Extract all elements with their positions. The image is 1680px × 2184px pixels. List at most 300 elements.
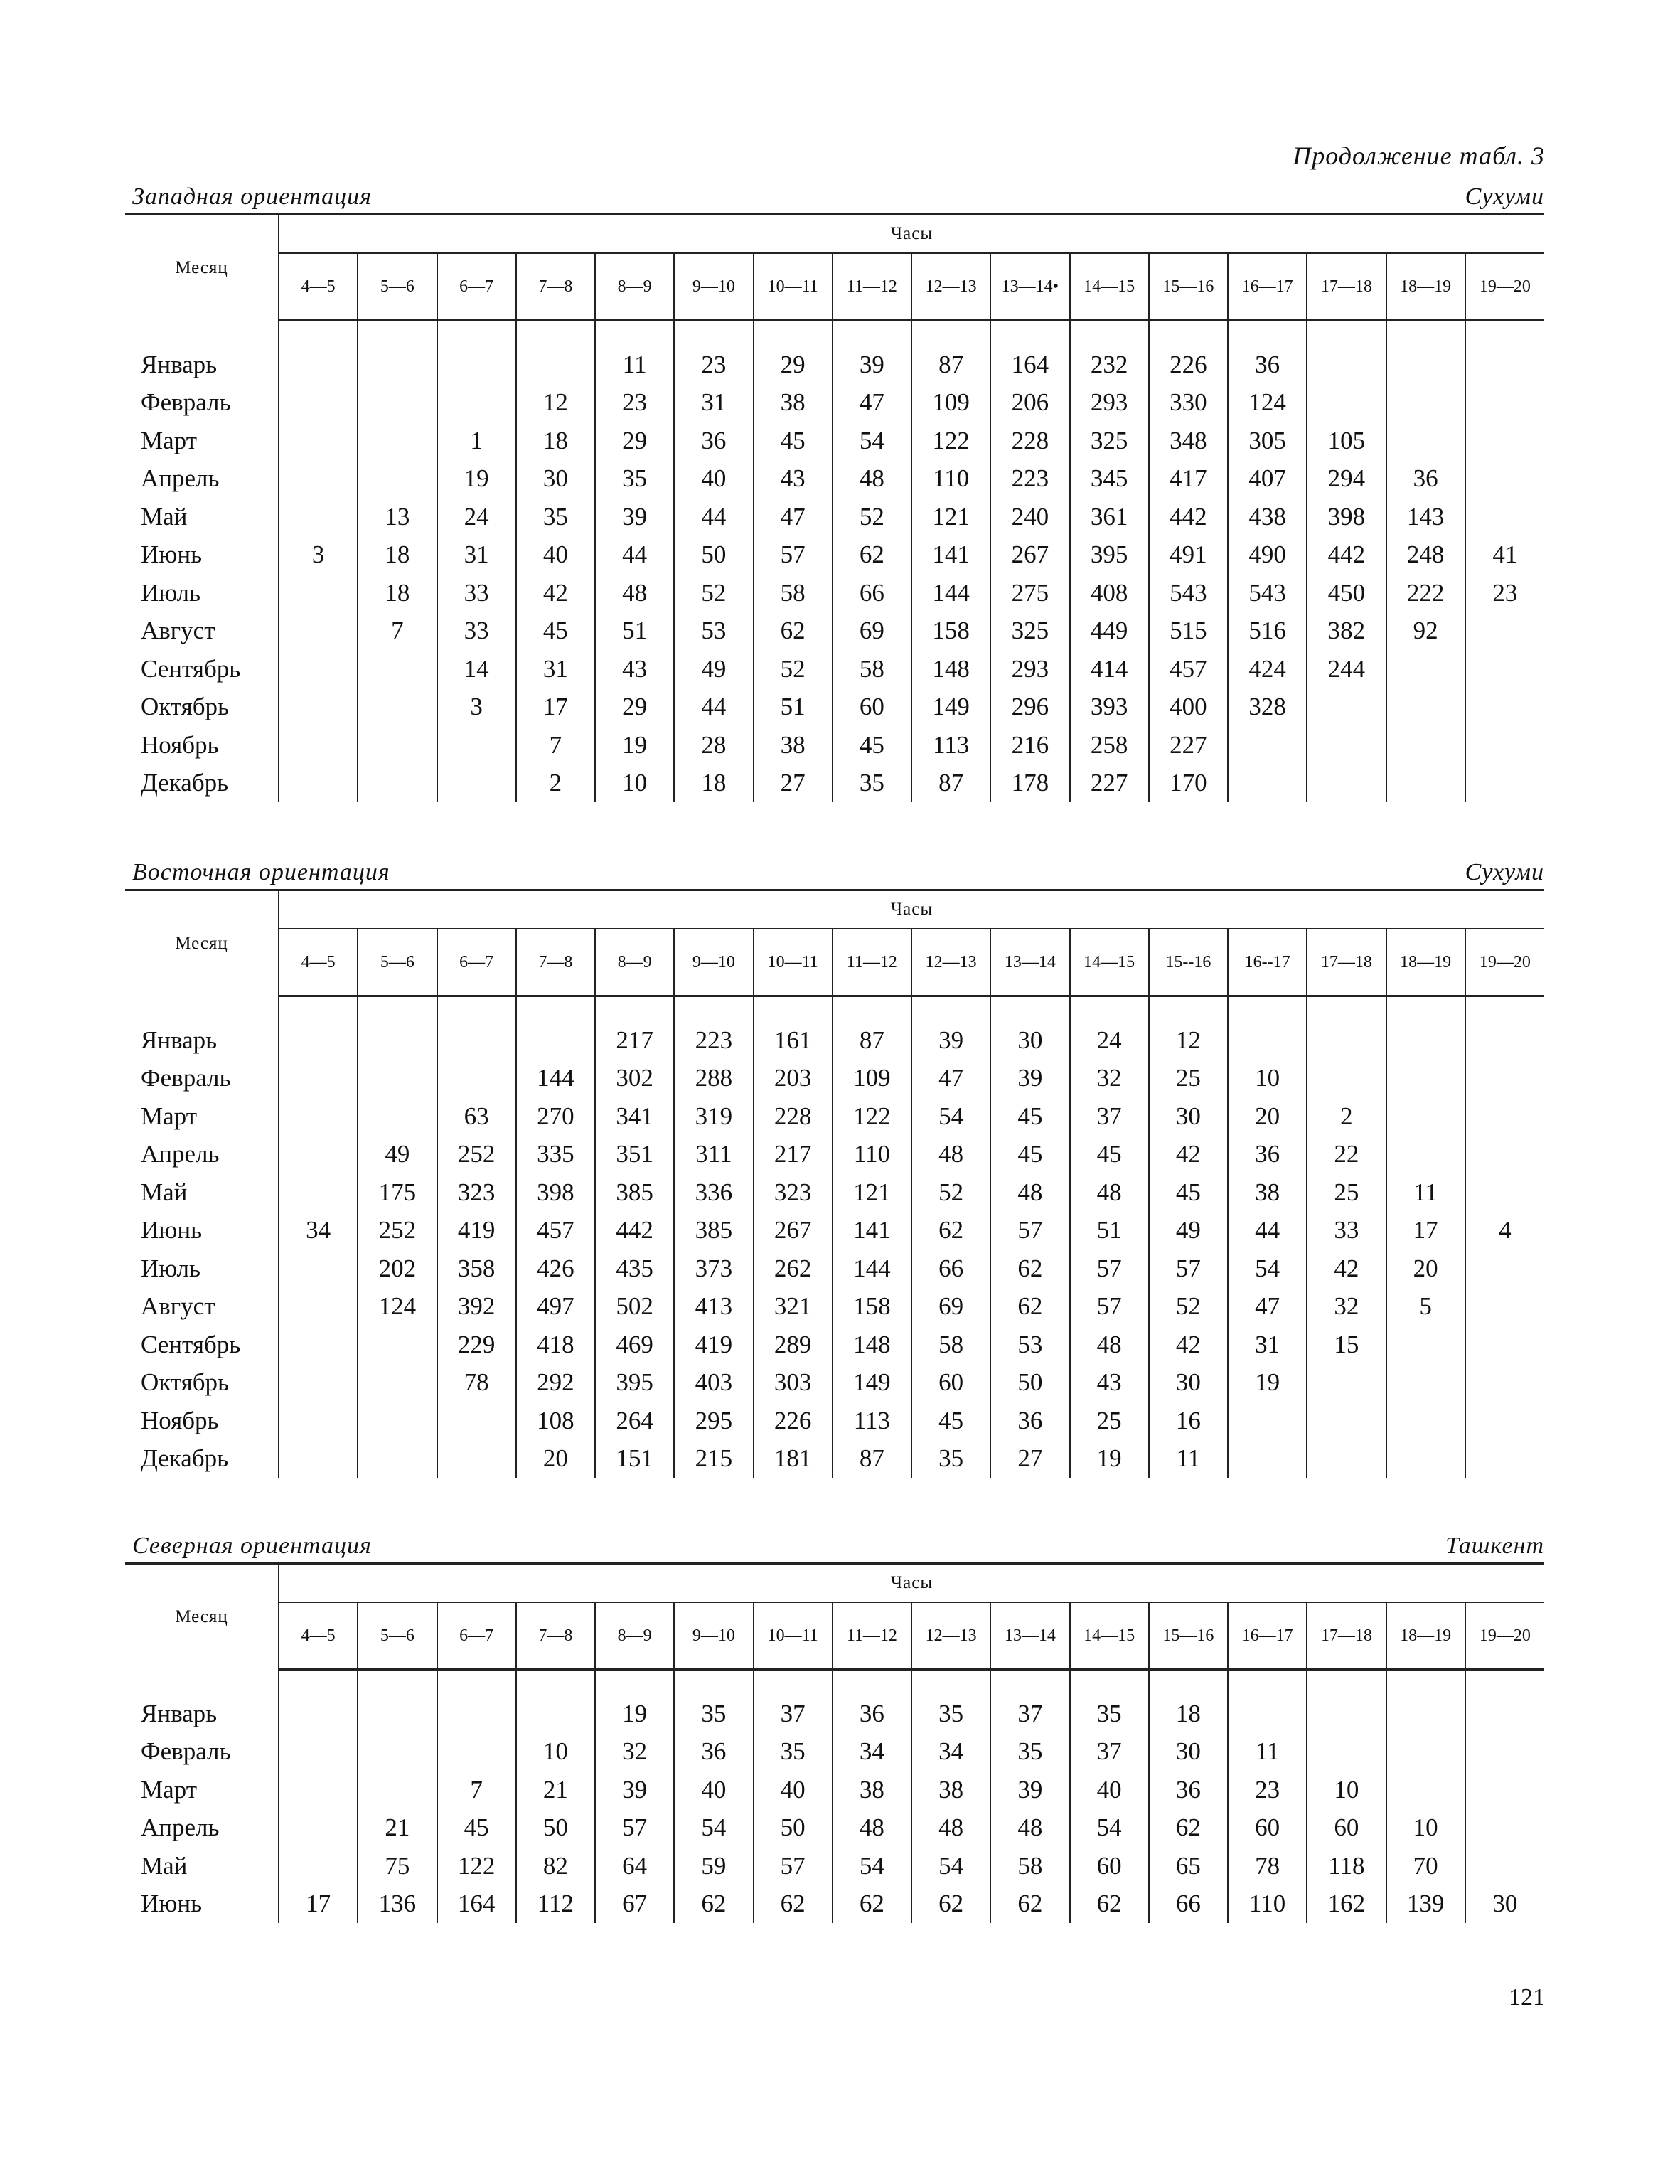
- value-cell: 82: [516, 1847, 595, 1885]
- value-cell: [1465, 384, 1544, 422]
- value-cell: 178: [990, 765, 1069, 803]
- value-cell: 14: [437, 650, 516, 688]
- value-cell: 62: [1070, 1885, 1149, 1924]
- value-cell: 144: [833, 1250, 911, 1288]
- value-cell: 5: [1386, 1288, 1465, 1326]
- value-cell: [516, 346, 595, 384]
- value-cell: 121: [911, 498, 990, 536]
- table-row: [125, 1733, 1544, 1772]
- insolation-table: [125, 889, 1544, 1478]
- value-cell: 161: [754, 1021, 833, 1060]
- value-cell: [279, 1440, 358, 1479]
- value-cell: [1465, 1809, 1544, 1848]
- value-cell: [1228, 765, 1307, 803]
- value-cell: 57: [1070, 1250, 1149, 1288]
- value-cell: [1386, 1695, 1465, 1733]
- value-cell: [358, 688, 437, 727]
- value-cell: 164: [437, 1885, 516, 1924]
- hour-range-header: 13—14: [990, 929, 1069, 996]
- table-row: [125, 1771, 1544, 1809]
- value-cell: [358, 726, 437, 765]
- value-cell: 222: [1386, 574, 1465, 612]
- value-cell: [358, 650, 437, 688]
- hour-range-header: 19—20: [1465, 1602, 1544, 1670]
- table-row: [125, 1847, 1544, 1885]
- table-row: [125, 1250, 1544, 1288]
- table-row: [125, 1885, 1544, 1924]
- table-row: [125, 1097, 1544, 1136]
- value-cell: 30: [1149, 1364, 1228, 1402]
- hour-range-header: 14—15: [1070, 1602, 1149, 1670]
- value-cell: [279, 1733, 358, 1772]
- value-cell: 19: [437, 460, 516, 499]
- value-cell: 51: [1070, 1212, 1149, 1250]
- insolation-table: [125, 1562, 1544, 1923]
- value-cell: 62: [990, 1885, 1069, 1924]
- value-cell: 417: [1149, 460, 1228, 499]
- hour-range-header: 19—20: [1465, 253, 1544, 321]
- month-cell: Декабрь: [125, 765, 279, 803]
- value-cell: 158: [833, 1288, 911, 1326]
- value-cell: 29: [754, 346, 833, 384]
- value-cell: 110: [833, 1136, 911, 1174]
- value-cell: 24: [437, 498, 516, 536]
- value-cell: 122: [437, 1847, 516, 1885]
- value-cell: 413: [674, 1288, 753, 1326]
- value-cell: 424: [1228, 650, 1307, 688]
- hours-column-header: Часы: [279, 890, 1544, 929]
- value-cell: [437, 1021, 516, 1060]
- value-cell: 361: [1070, 498, 1149, 536]
- value-cell: 491: [1149, 536, 1228, 575]
- value-cell: 45: [833, 726, 911, 765]
- value-cell: [437, 765, 516, 803]
- value-cell: 158: [911, 612, 990, 651]
- value-cell: 18: [516, 422, 595, 460]
- value-cell: 393: [1070, 688, 1149, 727]
- value-cell: 294: [1307, 460, 1386, 499]
- value-cell: 22: [1307, 1136, 1386, 1174]
- value-cell: 141: [911, 536, 990, 575]
- value-cell: 24: [1070, 1021, 1149, 1060]
- value-cell: 407: [1228, 460, 1307, 499]
- value-cell: 12: [1149, 1021, 1228, 1060]
- value-cell: 270: [516, 1097, 595, 1136]
- value-cell: 264: [595, 1402, 674, 1440]
- north-orientation-section: [125, 1525, 1544, 1923]
- hour-range-header: 19—20: [1465, 929, 1544, 996]
- value-cell: 10: [1307, 1771, 1386, 1809]
- value-cell: [358, 384, 437, 422]
- value-cell: 18: [358, 536, 437, 575]
- value-cell: 227: [1149, 726, 1228, 765]
- value-cell: 75: [358, 1847, 437, 1885]
- header-row: [125, 1564, 1544, 1603]
- value-cell: 57: [595, 1809, 674, 1848]
- value-cell: 2: [1307, 1097, 1386, 1136]
- value-cell: 162: [1307, 1885, 1386, 1924]
- table-row: [125, 612, 1544, 651]
- month-cell: Ноябрь: [125, 1402, 279, 1440]
- hour-range-header: 5—6: [358, 253, 437, 321]
- value-cell: [437, 1402, 516, 1440]
- value-cell: 373: [674, 1250, 753, 1288]
- value-cell: 19: [1070, 1440, 1149, 1479]
- hour-range-header: 16—17: [1228, 253, 1307, 321]
- value-cell: 203: [754, 1060, 833, 1098]
- month-cell: Май: [125, 1847, 279, 1885]
- value-cell: 45: [437, 1809, 516, 1848]
- value-cell: 87: [911, 346, 990, 384]
- value-cell: 49: [674, 650, 753, 688]
- value-cell: 40: [674, 460, 753, 499]
- value-cell: [1386, 1097, 1465, 1136]
- hour-range-header: 11—12: [833, 929, 911, 996]
- month-cell: Сентябрь: [125, 650, 279, 688]
- value-cell: 45: [990, 1136, 1069, 1174]
- hour-range-header: 5—6: [358, 929, 437, 996]
- table-row: [125, 1326, 1544, 1364]
- table-row: [125, 536, 1544, 575]
- value-cell: 54: [833, 422, 911, 460]
- month-cell: Август: [125, 1288, 279, 1326]
- value-cell: 45: [754, 422, 833, 460]
- value-cell: 398: [516, 1173, 595, 1212]
- value-cell: 39: [990, 1060, 1069, 1098]
- value-cell: 228: [754, 1097, 833, 1136]
- table-row: [125, 688, 1544, 727]
- value-cell: 40: [754, 1771, 833, 1809]
- value-cell: 38: [911, 1771, 990, 1809]
- hour-range-header: 4—5: [279, 929, 358, 996]
- value-cell: 50: [516, 1809, 595, 1848]
- value-cell: [1228, 1440, 1307, 1479]
- value-cell: 18: [1149, 1695, 1228, 1733]
- value-cell: 35: [516, 498, 595, 536]
- month-cell: Март: [125, 1097, 279, 1136]
- east-orientation-section: [125, 852, 1544, 1478]
- hour-range-header: 4—5: [279, 253, 358, 321]
- value-cell: 43: [754, 460, 833, 499]
- value-cell: 319: [674, 1097, 753, 1136]
- value-cell: 41: [1492, 540, 1518, 569]
- value-cell: 69: [911, 1288, 990, 1326]
- value-cell: 58: [911, 1326, 990, 1364]
- table-row: [125, 1288, 1544, 1326]
- value-cell: 7: [358, 612, 437, 651]
- city-name: Сухуми: [1465, 183, 1544, 210]
- value-cell: 341: [595, 1097, 674, 1136]
- value-cell: 136: [358, 1885, 437, 1924]
- table-row: [125, 1440, 1544, 1479]
- table-row: [125, 1021, 1544, 1060]
- value-cell: 336: [674, 1173, 753, 1212]
- table-row: [125, 726, 1544, 765]
- value-cell: [358, 1060, 437, 1098]
- value-cell: [279, 346, 358, 384]
- value-cell: 23: [595, 384, 674, 422]
- value-cell: 258: [1070, 726, 1149, 765]
- value-cell: 108: [516, 1402, 595, 1440]
- value-cell: 292: [516, 1364, 595, 1402]
- value-cell: [1465, 1733, 1544, 1772]
- value-cell: 323: [754, 1173, 833, 1212]
- value-cell: [1386, 1402, 1465, 1440]
- value-cell: 516: [1228, 612, 1307, 651]
- value-cell: 151: [595, 1440, 674, 1479]
- value-cell: [1228, 1402, 1307, 1440]
- value-cell: 42: [1149, 1326, 1228, 1364]
- hour-range-header: 13—14: [990, 1602, 1069, 1670]
- value-cell: 54: [1228, 1250, 1307, 1288]
- value-cell: 217: [595, 1021, 674, 1060]
- hour-range-header: 6—7: [437, 253, 516, 321]
- value-cell: [358, 1326, 437, 1364]
- value-cell: [279, 1847, 358, 1885]
- month-cell: Май: [125, 498, 279, 536]
- value-cell: [1307, 1402, 1386, 1440]
- value-cell: 65: [1149, 1847, 1228, 1885]
- month-cell: Июнь: [125, 536, 279, 575]
- value-cell: 25: [1307, 1173, 1386, 1212]
- value-cell: [1465, 460, 1544, 499]
- value-cell: [1465, 1173, 1544, 1212]
- value-cell: 217: [754, 1136, 833, 1174]
- value-cell: 39: [990, 1771, 1069, 1809]
- value-cell: 44: [674, 498, 753, 536]
- value-cell: 45: [516, 612, 595, 651]
- value-cell: [1307, 1733, 1386, 1772]
- value-cell: [1465, 765, 1544, 803]
- value-cell: 105: [1307, 422, 1386, 460]
- value-cell: 23: [1228, 1771, 1307, 1809]
- header-row: [125, 890, 1544, 929]
- value-cell: [1465, 650, 1544, 688]
- value-cell: 38: [833, 1771, 911, 1809]
- value-cell: 31: [437, 536, 516, 575]
- value-cell: [279, 384, 358, 422]
- value-cell: [1386, 346, 1465, 384]
- value-cell: 490: [1228, 536, 1307, 575]
- value-cell: [279, 1097, 358, 1136]
- value-cell: [1465, 1364, 1544, 1402]
- value-cell: 57: [754, 536, 833, 575]
- value-cell: [1386, 1136, 1465, 1174]
- month-cell: Апрель: [125, 1809, 279, 1848]
- value-cell: 36: [674, 422, 753, 460]
- value-cell: 345: [1070, 460, 1149, 499]
- value-cell: 48: [911, 1809, 990, 1848]
- value-cell: [279, 765, 358, 803]
- value-cell: [1465, 1402, 1544, 1440]
- value-cell: 10: [1228, 1060, 1307, 1098]
- value-cell: [1386, 650, 1465, 688]
- table-row: [125, 1695, 1544, 1733]
- value-cell: 54: [1070, 1809, 1149, 1848]
- month-cell: Февраль: [125, 1733, 279, 1772]
- value-cell: 38: [754, 384, 833, 422]
- value-cell: 7: [437, 1771, 516, 1809]
- hour-range-header: 18—19: [1386, 929, 1465, 996]
- value-cell: 17: [1386, 1212, 1465, 1250]
- value-cell: 385: [595, 1173, 674, 1212]
- value-cell: 13: [358, 498, 437, 536]
- value-cell: 418: [516, 1326, 595, 1364]
- value-cell: 15: [1307, 1326, 1386, 1364]
- value-cell: [1307, 1695, 1386, 1733]
- value-cell: 48: [911, 1136, 990, 1174]
- value-cell: [279, 574, 358, 612]
- value-cell: 57: [990, 1212, 1069, 1250]
- value-cell: 164: [990, 346, 1069, 384]
- value-cell: 122: [833, 1097, 911, 1136]
- hour-range-header: 11—12: [833, 253, 911, 321]
- hour-range-header: 17—18: [1307, 1602, 1386, 1670]
- value-cell: [437, 1440, 516, 1479]
- hour-range-header: 9—10: [674, 929, 753, 996]
- value-cell: 392: [437, 1288, 516, 1326]
- value-cell: 398: [1307, 498, 1386, 536]
- value-cell: 296: [990, 688, 1069, 727]
- value-cell: 20: [516, 1440, 595, 1479]
- value-cell: [1307, 1021, 1386, 1060]
- value-cell: 48: [595, 574, 674, 612]
- value-cell: 51: [754, 688, 833, 727]
- value-cell: 175: [358, 1173, 437, 1212]
- value-cell: 223: [674, 1021, 753, 1060]
- value-cell: [279, 1402, 358, 1440]
- value-cell: 53: [674, 612, 753, 651]
- value-cell: 64: [595, 1847, 674, 1885]
- value-cell: 52: [833, 498, 911, 536]
- value-cell: [279, 1326, 358, 1364]
- month-cell: Сентябрь: [125, 1326, 279, 1364]
- value-cell: 10: [516, 1733, 595, 1772]
- value-cell: 252: [437, 1136, 516, 1174]
- value-cell: 33: [437, 574, 516, 612]
- value-cell: 414: [1070, 650, 1149, 688]
- value-cell: 11: [1149, 1440, 1228, 1479]
- value-cell: 267: [754, 1212, 833, 1250]
- city-name: Ташкент: [1445, 1533, 1544, 1559]
- value-cell: 442: [1307, 536, 1386, 575]
- value-cell: 113: [911, 726, 990, 765]
- month-cell: Апрель: [125, 1136, 279, 1174]
- table-row: [125, 422, 1544, 460]
- value-cell: 36: [833, 1695, 911, 1733]
- table-continuation-label: Продолжение табл. 3: [1293, 142, 1545, 170]
- value-cell: 149: [911, 688, 990, 727]
- value-cell: 449: [1070, 612, 1149, 651]
- value-cell: 232: [1070, 346, 1149, 384]
- value-cell: 293: [1070, 384, 1149, 422]
- value-cell: 426: [516, 1250, 595, 1288]
- value-cell: 10: [595, 765, 674, 803]
- orientation-title: Северная ориентация: [132, 1533, 372, 1559]
- value-cell: [279, 650, 358, 688]
- value-cell: [279, 1288, 358, 1326]
- value-cell: [1465, 1250, 1544, 1288]
- month-cell: Январь: [125, 1021, 279, 1060]
- value-cell: 124: [358, 1288, 437, 1326]
- value-cell: 502: [595, 1288, 674, 1326]
- value-cell: 70: [1386, 1847, 1465, 1885]
- month-column-header: Месяц: [125, 1564, 279, 1670]
- value-cell: 62: [754, 612, 833, 651]
- value-cell: 40: [516, 536, 595, 575]
- value-cell: [1386, 1440, 1465, 1479]
- value-cell: 497: [516, 1288, 595, 1326]
- value-cell: 36: [1228, 346, 1307, 384]
- value-cell: 141: [833, 1212, 911, 1250]
- value-cell: 42: [516, 574, 595, 612]
- value-cell: [358, 1097, 437, 1136]
- value-cell: 112: [516, 1885, 595, 1924]
- value-cell: 62: [990, 1288, 1069, 1326]
- value-cell: 382: [1307, 612, 1386, 651]
- value-cell: 33: [1307, 1212, 1386, 1250]
- value-cell: 1: [437, 422, 516, 460]
- value-cell: 12: [516, 384, 595, 422]
- table-row: [125, 498, 1544, 536]
- value-cell: 50: [990, 1364, 1069, 1402]
- table-row: [125, 650, 1544, 688]
- value-cell: 40: [674, 1771, 753, 1809]
- value-cell: [1465, 1097, 1544, 1136]
- value-cell: 87: [833, 1021, 911, 1060]
- value-cell: 53: [990, 1326, 1069, 1364]
- value-cell: 45: [1149, 1173, 1228, 1212]
- value-cell: [279, 1695, 358, 1733]
- value-cell: [358, 765, 437, 803]
- section-header: [125, 852, 1544, 889]
- month-cell: Февраль: [125, 384, 279, 422]
- value-cell: 149: [833, 1364, 911, 1402]
- value-cell: 267: [990, 536, 1069, 575]
- value-cell: 50: [754, 1809, 833, 1848]
- value-cell: 229: [437, 1326, 516, 1364]
- value-cell: 57: [1149, 1250, 1228, 1288]
- value-cell: [1465, 726, 1544, 765]
- value-cell: 52: [674, 574, 753, 612]
- month-cell: Декабрь: [125, 1440, 279, 1479]
- value-cell: [358, 460, 437, 499]
- hour-range-header: 18—19: [1386, 253, 1465, 321]
- insolation-table: [125, 213, 1544, 802]
- value-cell: 59: [674, 1847, 753, 1885]
- value-cell: 47: [911, 1060, 990, 1098]
- table-row: [125, 1212, 1544, 1250]
- month-cell: Январь: [125, 1695, 279, 1733]
- value-cell: 62: [833, 1885, 911, 1924]
- value-cell: 50: [674, 536, 753, 575]
- hour-range-header: 9—10: [674, 1602, 753, 1670]
- hour-ranges-row: [125, 253, 1544, 321]
- value-cell: 45: [911, 1402, 990, 1440]
- value-cell: 244: [1307, 650, 1386, 688]
- value-cell: 403: [674, 1364, 753, 1402]
- value-cell: 44: [674, 688, 753, 727]
- value-cell: 223: [990, 460, 1069, 499]
- value-cell: 78: [437, 1364, 516, 1402]
- value-cell: 139: [1386, 1885, 1465, 1924]
- value-cell: 262: [754, 1250, 833, 1288]
- month-cell: Март: [125, 422, 279, 460]
- value-cell: [437, 1060, 516, 1098]
- value-cell: 351: [595, 1136, 674, 1174]
- value-cell: 469: [595, 1326, 674, 1364]
- hour-range-header: 12—13: [911, 253, 990, 321]
